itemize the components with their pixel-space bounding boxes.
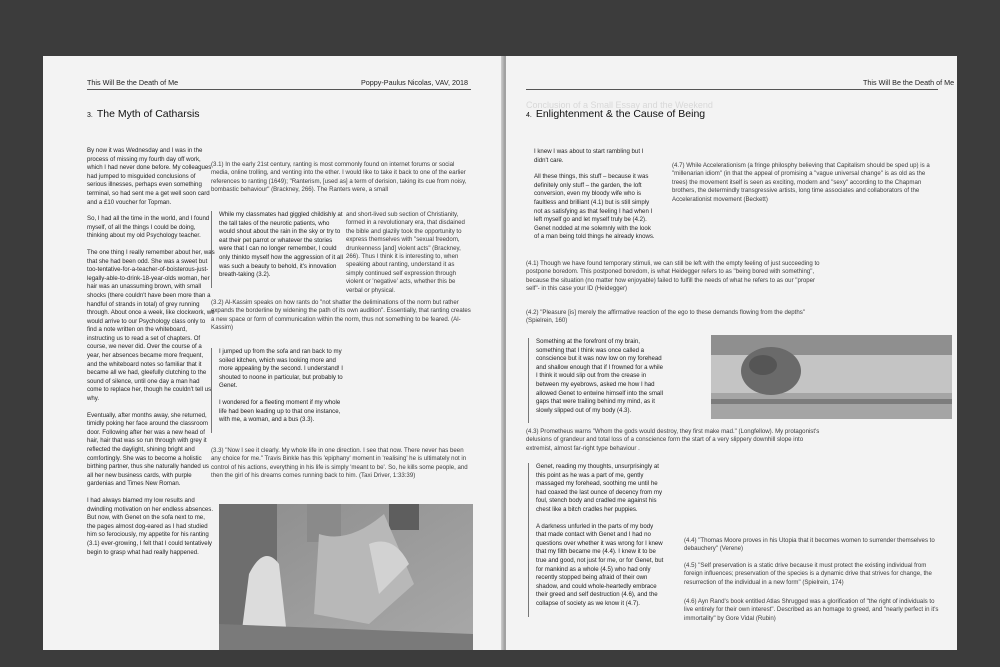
section-title-3-text: The Myth of Catharsis xyxy=(96,108,200,120)
section-title-4-text: Enlightenment & the Cause of Being xyxy=(535,108,706,120)
body-paragraph: I knew I was about to start rambling but I didn't care. xyxy=(534,148,644,164)
header-rule-right xyxy=(526,89,938,90)
quote-block xyxy=(528,463,664,617)
footnote-4-3: (4.3) Prometheus warns "Whom the gods would destroy, they first make mad." (Longfellow). My protagonist's delusions of grandeur and total loss of a conscience form the start of a very slippery downhill slope into extremist, almost far-right type behaviour . xyxy=(526,428,820,452)
body-paragraph: By now it was Wednesday and I was in the process of missing my fourth day off work, which I had never done before. My colleagues had jumped to misguided conclusions of serious illnesses, perhaps even something terminal, so had sent me a get well soon card and a £10 voucher for Topman. xyxy=(87,147,212,206)
quote-text: Genet, reading my thoughts, unsurprisingly at this point as he was a part of me, gently massaged my forehead, soothing me until he had coaxed the last ounce of decency from my foul, stench body and cradled me against his chest like a bitch cradles her puppies. xyxy=(536,463,663,513)
quote-text: I jumped up from the sofa and ran back to my soiled kitchen, which was looking more and more appealing by the second. I understand! I shouted to noone in particular, but probably to Genet. xyxy=(219,348,343,390)
section-title-3 xyxy=(87,108,200,120)
footnote-4-1: (4.1) Though we have found temporary stimuli, we can still be left with the empty feeling of just succeeding to postpone boredom. This postponed boredom, is what Heidegger refers to as "being bored with something", because the situation (no matter how enjoyable) failed to fulfill the needs of what he refers to as our "proper self"- in this case your ID (Heidegger) xyxy=(526,260,820,293)
footnote-4-4: (4.4) "Thomas Moore proves in his Utopia that it becomes women to surrender themselves to debauchery" (Verene) xyxy=(684,537,935,553)
bleed-through-text: Conclusion of a Small Essay and the Weekend xyxy=(526,100,713,110)
main-text-right xyxy=(534,148,656,242)
footnote-4-6: (4.6) Ayn Rand's book entitled Atlas Shrugged was a glorification of "the right of individuals to live entirely for their own interest". Described as an homage to greed, and "nearly perfect in it's immortality" by Gore Vidal (Rubin) xyxy=(684,598,939,622)
body-paragraph: So, I had all the time in the world, and I found myself, of all the things I could be doing, thinking about my old Psychology teacher. xyxy=(87,215,210,240)
body-paragraph: I had always blamed my low results and dwindling motivation on her endless absences. But now, with Genet on the sofa next to me, the pages almost dog-eared as I had studied him so ferociously, my appetite for his ranting (3.1) ever-growing, I felt that I could tentatively begin to grasp what had really happened. xyxy=(87,496,214,556)
footnote-3-1: (3.1) In the early 21st century, ranting is most commonly found on internet forums or social media, online trolling, and venting into the ether. I would like to take it back to one of the earlier references to ranting (1649); "Ranterism, [used as] a term of derision, taking its cue from noisy, bombastic behaviour" (Brackney, 266). The Ranters were, a small xyxy=(211,161,467,194)
footnote-4-2: (4.2) "Pleasure [is] merely the affirmative reaction of the ego to these demands flowing from the depths" (Spielrein, 160) xyxy=(526,309,805,325)
quote-text: A darkness unfurled in the parts of my body that made contact with Genet and I had no questions over whether it was wrong for I knew that my filth became me (4.4). I knew it to be true and good, not just for me, or for Genet, but for mankind as a whole (4.5) who had only recently stopped being afraid of their own shadow, and could whole-heartedly embrace their greed and self destruction (4.6), and the collapse of society as we know it (4.7). xyxy=(536,522,664,607)
footnote-3-3: (3.3) "Now I see it clearly. My whole life in one direction. I see that now. There never has been any choice for me." Travis Binkle has this 'epiphany' moment in 'realising' he is ultimately not in control of his actions, everything in his life is simply 'meant to be'. So, he kills some people, and then the girl of his dreams comes running back to him. (Taxi Driver, 1:33:39) xyxy=(211,447,468,480)
body-paragraph: Eventually, after months away, she returned, timidly poking her face around the classroom door. Following after her was a new head of hair, hair that was so run through with grey it reflected the daylight, shining bright and comfortingly. She was to become a holistic birthing partner, thus she naturally handed us all her new business cards, with purple gardenias and Times New Roman. xyxy=(87,411,209,488)
footnote-4-5: (4.5) "Self preservation is a static drive because it must protect the existing individual from foreign influences; preservation of the species is a dynamic drive that strives for change, the resurrection of the individual in a new form" (Spielrein, 174) xyxy=(684,562,932,586)
body-paragraph: All these things, this stuff – because it was definitely only stuff – the garden, the loft conversion, even my bloody wife who is faultless and brilliant (4.1) but is still simply not as satisfying as that feeling I had when I left myself go and let myself truly be (4.2). Genet nodded at me solemnly with the look of a man being told things he already knows. xyxy=(534,173,655,241)
running-title-right: This Will Be the Death of Me xyxy=(863,78,955,87)
quote-text: Something at the forefront of my brain, something that I think was once called a conscience but it was now low on my forehead and shallow enough that if I frowned for a while I think it would slip out from the crease in between my eyebrows, asked me how I had allowed Genet to entwine himself into the small gaps that were trailing behind my mind, as it slowly slipped out of my body (4.3). xyxy=(536,338,664,414)
header-rule-left xyxy=(87,89,471,90)
section-number-4: 4. xyxy=(526,112,532,119)
running-title-left: This Will Be the Death of Me xyxy=(87,78,179,87)
film-still-image xyxy=(219,504,473,650)
section-title-4 xyxy=(526,108,705,120)
footnote-3-1-continued: and short-lived sub section of Christianity, formed in a revolutionary era, that disdained the bible and glazily took the opportunity to express themselves with "sexual freedom, drunkenness [and] violent acts" (Brackney, 266). Thus I think it is interesting to, when speaking about ranting, understand it as simply continued self expression through violent or 'negative' acts, whether this be verbal or physical. xyxy=(346,211,465,294)
quote-text: While my classmates had giggled childishly at the tall tales of the neurotic patients, who would shout about the rain in the sky or try to eat their pet parrot or whatever the stories were that I can no longer remember, I could only thinkto myself how the aggression of it all was such a beauty to behold, it's innovation breath-taking (3.2). xyxy=(219,211,343,279)
blurry-photo xyxy=(711,335,952,419)
body-paragraph: The one thing I really remember about her, was that she had been odd. She was a sweet but too-tentative-for-a-teacher-of-boisterous-just-legally-able-to-drink-18-year-olds woman, her hair was an unassuming brown, with small shocks (there couldn't have been more than a handful of strands in total) of grey running through. About once a week, like clockwork, we would arrive to our Psychology class only to find a note written on the whiteboard, instructing us to read a set of chapters. Of course, we never did. Over the course of a year, her absences became more frequent, and the whiteboard notes so familiar that it became all we had, gleefully clutching to the sound of silence, until one day a man had come to replace her, though he couldn't tell us why. xyxy=(87,248,215,403)
footnote-3-2: (3.2) Al-Kassim speaks on how rants do "not shatter the deliminations of the norm but rather expands the borderline by widening the path of its own audition". Essentially, that ranting creates a new space or form of communication within the norm, thus not something to be feared. (Al-Kassim) xyxy=(211,299,471,332)
section-number-3: 3. xyxy=(87,112,93,119)
left-page xyxy=(43,56,503,650)
footnote-4-7: (4.7) While Accelerationism (a fringe philosphy believing that Capitalism should be sped up) is a "millenarian idiom" (in that the appeal of promising a "vague universal change" is as old as the trees) the movement itself is seen as exciting, modern and "sexy" according to the Chapman brothers, the determindly transgressive artists, long time associates and collaborators of the Accelerationist movement (Beckett) xyxy=(672,162,930,203)
blurry-photo-image xyxy=(711,335,952,419)
quote-block xyxy=(528,338,664,423)
quote-block xyxy=(211,348,343,433)
book-spread xyxy=(43,56,957,650)
quote-text: I wondered for a fleeting moment if my whole life had been leading up to that one instance, with me, a woman, and a bus (3.3). xyxy=(219,398,341,424)
quote-block xyxy=(211,211,343,288)
film-still-photo xyxy=(219,504,473,650)
author-line: Poppy-Paulus Nicolas, VAV, 2018 xyxy=(361,78,468,87)
right-page xyxy=(506,56,957,650)
main-text-left xyxy=(87,147,215,565)
